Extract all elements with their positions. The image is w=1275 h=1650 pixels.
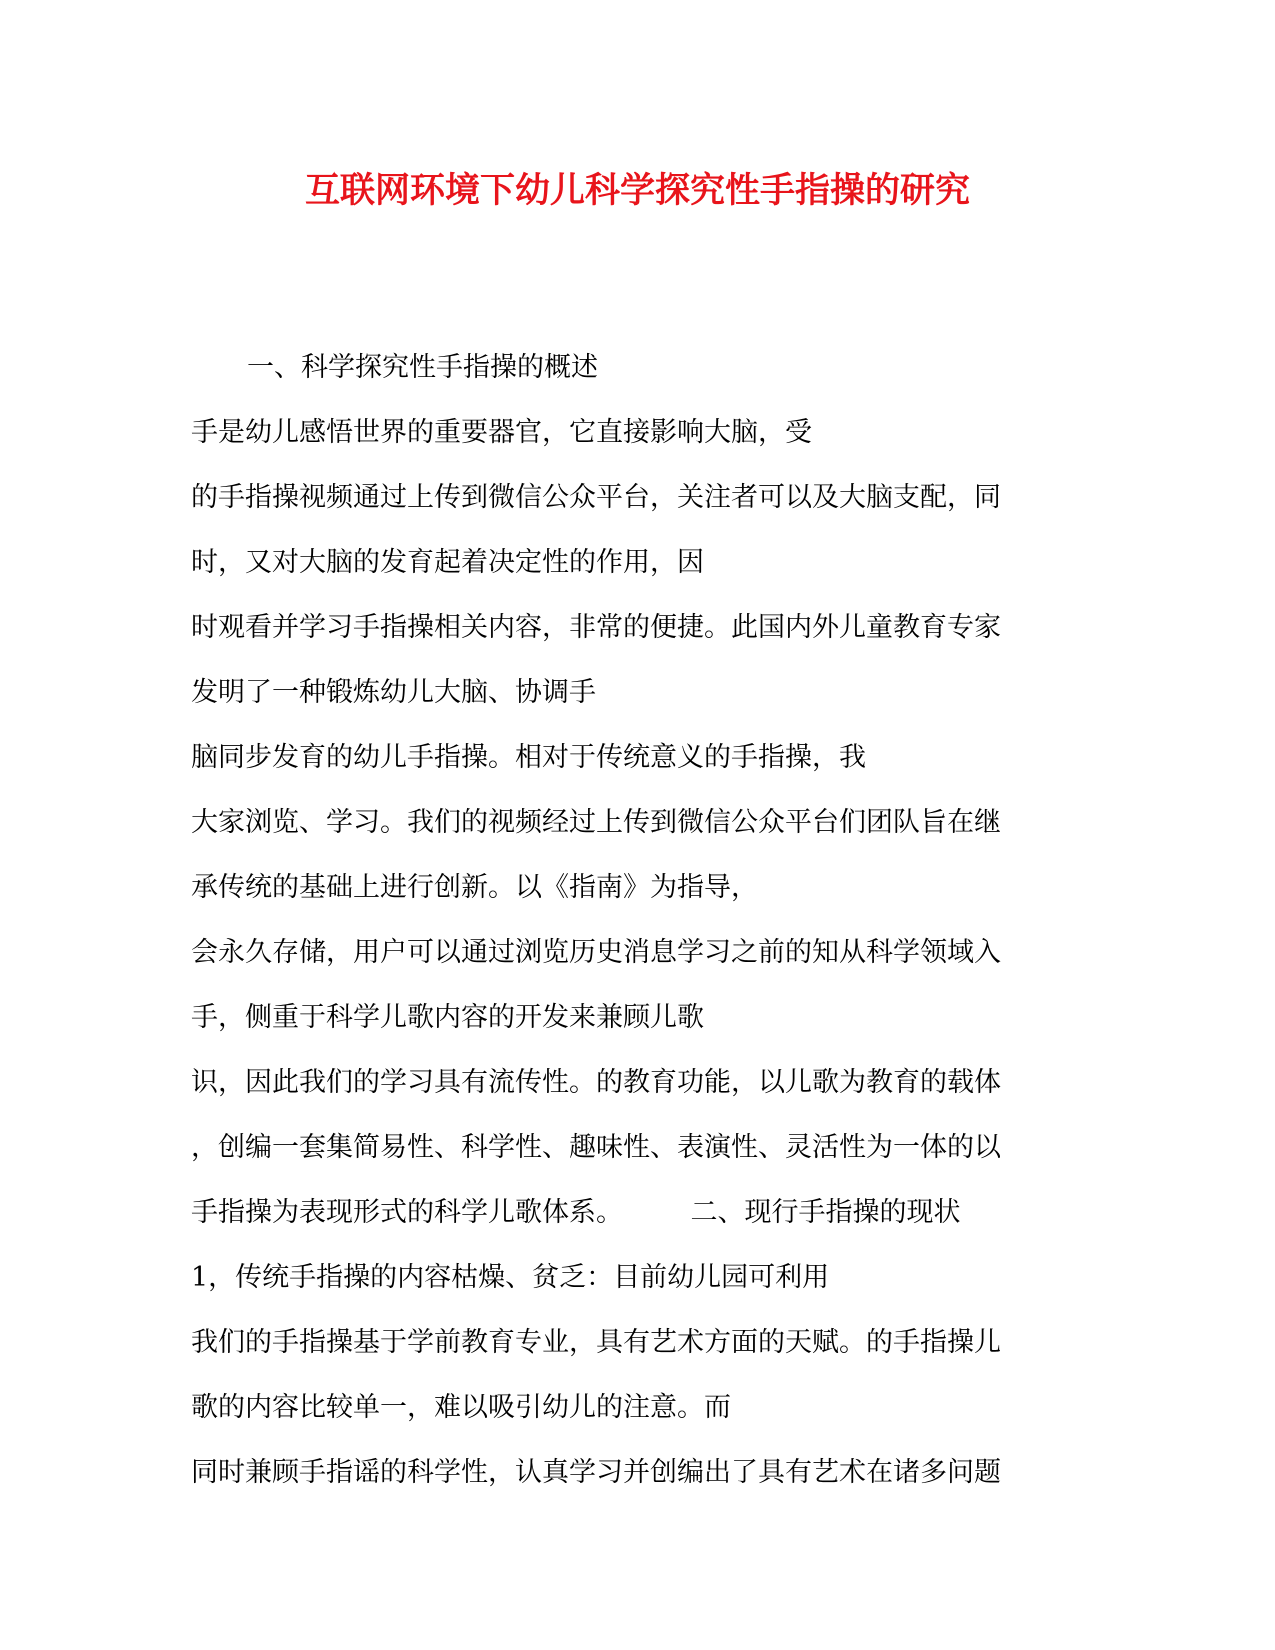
body-line: 承传统的基础上进行创新。以《指南》为指导， — [191, 872, 758, 903]
document-body — [191, 343, 1081, 1513]
body-line: 识，因此我们的学习具有流传性。的教育功能，以儿歌为教育的载体 — [191, 1067, 1001, 1098]
document-title: 互联网环境下幼儿科学探究性手指操的研究 — [304, 170, 970, 211]
body-line: 我们的手指操基于学前教育专业，具有艺术方面的天赋。的手指操儿 — [191, 1327, 1001, 1358]
body-line: 手，侧重于科学儿歌内容的开发来兼顾儿歌 — [191, 1002, 704, 1033]
body-line: 大家浏览、学习。我们的视频经过上传到微信公众平台们团队旨在继 — [191, 807, 1001, 838]
body-line: 手是幼儿感悟世界的重要器官，它直接影响大脑，受 — [191, 417, 812, 448]
body-line: 时观看并学习手指操相关内容，非常的便捷。此国内外儿童教育专家 — [191, 612, 1001, 643]
body-line: 同时兼顾手指谣的科学性，认真学习并创编出了具有艺术在诸多问题 — [191, 1457, 1001, 1488]
body-line: 发明了一种锻炼幼儿大脑、协调手 — [191, 677, 596, 708]
body-line: 手指操为表现形式的科学儿歌体系。 二、现行手指操的现状 — [191, 1197, 961, 1228]
body-line: 会永久存储，用户可以通过浏览历史消息学习之前的知从科学领域入 — [191, 937, 1001, 968]
body-line: ，创编一套集简易性、科学性、趣味性、表演性、灵活性为一体的以 — [191, 1132, 1001, 1163]
body-line: 时，又对大脑的发育起着决定性的作用，因 — [191, 547, 704, 578]
body-line: 歌的内容比较单一，难以吸引幼儿的注意。而 — [191, 1392, 731, 1423]
body-line: 1，传统手指操的内容枯燥、贫乏：目前幼儿园可利用 — [191, 1262, 830, 1293]
body-line: 脑同步发育的幼儿手指操。相对于传统意义的手指操，我 — [191, 742, 866, 773]
body-line: 一、科学探究性手指操的概述 — [247, 352, 598, 383]
body-line: 的手指操视频通过上传到微信公众平台，关注者可以及大脑支配，同 — [191, 482, 1001, 513]
